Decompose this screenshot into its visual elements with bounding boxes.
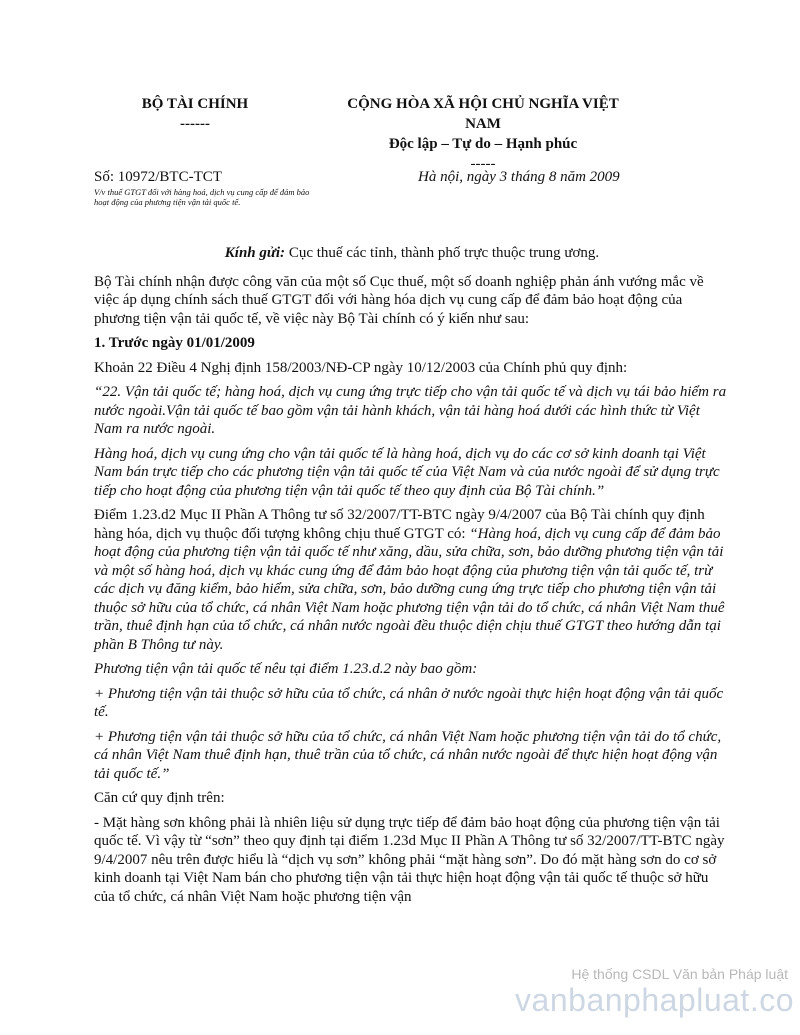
document-number: Số: 10972/BTC-TCT — [94, 169, 222, 185]
section-heading: 1. Trước ngày 01/01/2009 — [94, 335, 255, 351]
vehicles-paragraph: Phương tiện vận tải quốc tế nêu tại điểm 1.23.d.2 này bao gồm: — [94, 661, 478, 677]
greeting — [94, 244, 730, 263]
watermark-site: vanbanphapluat.co — [515, 982, 794, 1018]
country-name-line2: NAM — [465, 116, 501, 132]
national-motto: Độc lập – Tự do – Hạnh phúc — [388, 136, 578, 152]
bullet-item-1: + Phương tiện vận tải thuộc sở hữu của tổ chức, cá nhân ở nước ngoài thực hiện hoạt động vận tải quốc tế. — [94, 685, 724, 720]
document-subject: V/v thuế GTGT đối với hàng hoá, dịch vụ cung cấp để đảm bảo hoạt động của phương tiện vận tải quốc tế. — [94, 187, 310, 207]
intro-paragraph: Bộ Tài chính nhận được công văn của một số Cục thuế, một số doanh nghiệp phản ánh vướng mắc về việc áp dụng chính sách thuế GTGT đối với hàng hóa dịch vụ cung cấp để đảm bảo hoạt động của phương tiện vận tải quốc tế, về việc này Bộ Tài chính có ý kiến như sau: — [94, 273, 704, 327]
quote-paragraph-2: Hàng hoá, dịch vụ cung ứng cho vận tải quốc tế là hàng hoá, dịch vụ do các cơ sở kinh doanh tại Việt Nam bán trực tiếp cho các phương tiện vận tải quốc tế của Việt Nam và của nước ngoài để sử dụng trực tiếp cho hoạt động của phương tiện vận tải quốc tế theo quy định của Bộ Tài chính.” — [94, 445, 720, 499]
motto-separator: ----- — [470, 156, 496, 172]
issuer-block — [120, 94, 270, 134]
greeting-label: Kính gửi: — [224, 245, 286, 261]
quote-paragraph-1: “22. Vận tải quốc tế; hàng hoá, dịch vụ cung ứng trực tiếp cho vận tải quốc tế và dịch vụ tái bảo hiểm ra nước ngoài.Vận tải quốc tế bao gồm vận tải hành khách, vận tải hàng hoá dưới các hình thức từ Việt Nam ra nước ngoài. — [94, 384, 727, 437]
national-header — [318, 94, 648, 174]
greeting-recipient: Cục thuế các tỉnh, thành phố trực thuộc trung ương. — [285, 245, 600, 261]
basis-paragraph: Căn cứ quy định trên: — [94, 790, 225, 806]
ministry-separator: ------ — [180, 116, 210, 132]
circular-quote: “Hàng hoá, dịch vụ cung cấp để đảm bảo hoạt động của phương tiện vận tải quốc tế như xăng, dầu, sửa chữa, sơn, bảo dưỡng phương tiện vận tải và một số hàng hoá, dịch vụ khác cung ứng để đảm bảo hoạt động của phương tiện vận tải quốc tế, trừ các dịch vụ đăng kiểm, bảo hiểm, sửa chữa, sơn, bảo dưỡng cung ứng trực tiếp cho phương tiện vận tải thuộc sở hữu của tổ chức, cá nhân Việt Nam hoặc phương tiện vận tải do tổ chức, cá nhân Việt Nam thuê trần, thuê định hạn của tổ chức, cá nhân nước ngoài đều thuộc diện chịu thuế GTGT theo hướng dẫn tại phần B Thông tư này. — [94, 525, 725, 653]
circular-paragraph — [94, 506, 730, 654]
document-body — [94, 244, 730, 912]
ministry-name: BỘ TÀI CHÍNH — [141, 96, 249, 112]
clause-paragraph: Khoản 22 Điều 4 Nghị định 158/2003/NĐ-CP ngày 10/12/2003 của Chính phủ quy định: — [94, 359, 628, 376]
circular-reference: Điểm 1.23.d2 Mục II Phần A Thông tư số 32/2007/TT-BTC ngày 9/4/2007 của Bộ Tài chính quy định hàng hóa, dịch vụ thuộc đối tượng không chịu thuế GTGT có: — [94, 507, 705, 542]
watermark-caption: Hệ thống CSDL Văn bản Pháp luật — [571, 966, 788, 982]
country-name-line1: CỘNG HÒA XÃ HỘI CHỦ NGHĨA VIỆT — [347, 96, 619, 112]
bullet-item-2: + Phương tiện vận tải thuộc sở hữu của tổ chức, cá nhân Việt Nam hoặc phương tiện vận tải do tổ chức, cá nhân Việt Nam thuê định hạn, thuê trần của tổ chức, cá nhân nước ngoài để thực hiện hoạt động vận tải quốc tế.” — [94, 728, 722, 782]
paint-paragraph: - Mặt hàng sơn không phải là nhiên liệu sử dụng trực tiếp để đảm bảo hoạt động của phương tiện vận tải quốc tế. Vì vậy từ “sơn” theo quy định tại điểm 1.23d Mục II Phần A Thông tư số 32/2007/TT-BTC ngày 9/4/2007 nêu trên được hiểu là “dịch vụ sơn” không phải “mặt hàng sơn”. Do đó mặt hàng sơn do cơ sở kinh doanh tại Việt Nam bán cho phương tiện vận tải thực hiện hoạt động vận tải quốc tế thuộc sở hữu của tổ chức, cá nhân Việt Nam hoặc phương tiện vận — [94, 814, 725, 905]
date-line: Hà nội, ngày 3 tháng 8 năm 2009 — [418, 169, 620, 185]
